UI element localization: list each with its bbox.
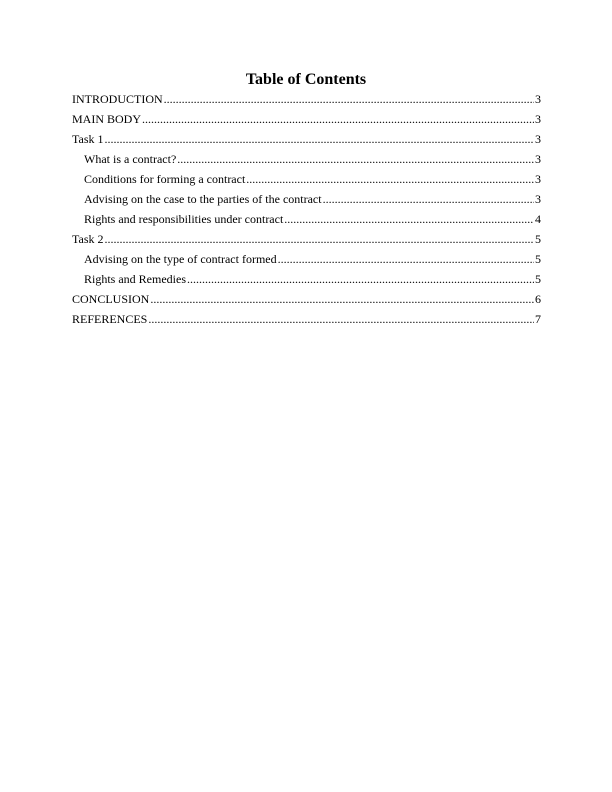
dot-leader [164,91,534,108]
toc-entry-label: Advising on the case to the parties of the contract [84,192,322,206]
dot-leader [284,211,534,228]
toc-entry-advising-on-type-of-contract[interactable] [72,251,541,271]
toc-entry-advising-on-the-case[interactable] [72,191,541,211]
toc-entry-label: MAIN BODY [72,112,141,126]
toc-entry-page: 5 [535,232,541,246]
dot-leader [105,231,535,248]
dot-leader [148,311,534,328]
toc-entry-task-1[interactable] [72,131,541,151]
dot-leader [142,111,534,128]
toc-entry-label: Rights and Remedies [84,272,186,286]
toc-entry-page: 5 [535,252,541,266]
toc-entry-label: Task 2 [72,232,104,246]
toc-entry-label: Task 1 [72,132,104,146]
toc-entry-rights-and-remedies[interactable] [72,271,541,291]
toc-entry-references[interactable] [72,311,541,331]
toc-entry-label: Rights and responsibilities under contract [84,212,284,226]
toc-entry-label: Conditions for forming a contract [84,172,246,186]
dot-leader [246,171,534,188]
toc-title: Table of Contents [245,71,367,88]
toc-entry-page: 6 [535,292,541,306]
toc-entry-page: 4 [535,212,541,226]
dot-leader [187,271,534,288]
dot-leader [323,191,534,208]
toc-entry-conclusion[interactable] [72,291,541,311]
toc-entry-label: What is a contract? [84,152,177,166]
toc-entry-main-body[interactable] [72,111,541,131]
toc-entry-page: 7 [535,312,541,326]
toc-entry-conditions-for-forming-a-contract[interactable] [72,171,541,191]
toc-entry-page: 3 [535,192,541,206]
toc-entry-label: REFERENCES [72,312,148,326]
toc-entry-page: 5 [535,272,541,286]
toc-entry-page: 3 [535,132,541,146]
toc-entry-label: Advising on the type of contract formed [84,252,277,266]
dot-leader [150,291,534,308]
toc-entry-rights-and-responsibilities[interactable] [72,211,541,231]
toc-list [72,91,541,331]
toc-entry-page: 3 [535,92,541,106]
dot-leader [177,151,534,168]
dot-leader [278,251,534,268]
toc-entry-page: 3 [535,172,541,186]
toc-entry-task-2[interactable] [72,231,541,251]
dot-leader [105,131,535,148]
toc-entry-label: CONCLUSION [72,292,150,306]
toc-entry-introduction[interactable] [72,91,541,111]
toc-entry-page: 3 [535,152,541,166]
toc-entry-label: INTRODUCTION [72,92,163,106]
toc-entry-page: 3 [535,112,541,126]
toc-entry-what-is-a-contract[interactable] [72,151,541,171]
